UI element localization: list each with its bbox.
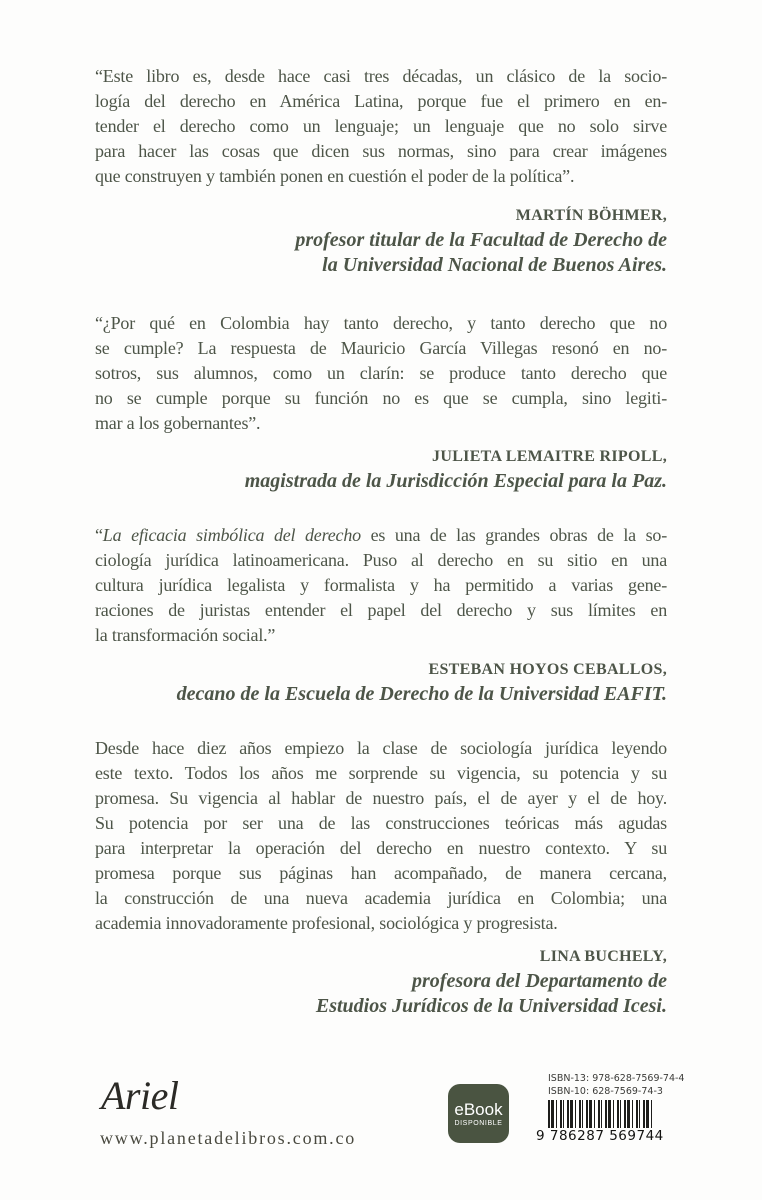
quote-line: logía del derecho en América Latina, porque fue el primero en en- bbox=[95, 91, 667, 111]
quote-line: promesa. Su vigencia al hablar de nuestro país, el de ayer y el de hoy. bbox=[95, 788, 667, 808]
isbn-block bbox=[548, 1072, 684, 1098]
endorsement-attribution-2 bbox=[95, 444, 667, 494]
quote-line bbox=[95, 523, 667, 548]
quote-line: Desde hace diez años empiezo la clase de sociología jurídica leyendo bbox=[95, 738, 667, 758]
ebook-badge-subtitle: DISPONIBLE bbox=[454, 1119, 503, 1127]
endorser-role-line: decano de la Escuela de Derecho de la Universidad EAFIT. bbox=[176, 683, 667, 705]
endorsement-attribution-1 bbox=[95, 203, 667, 278]
ebook-available-badge bbox=[448, 1084, 509, 1143]
endorser-name: MARTÍN BÖHMER, bbox=[515, 207, 667, 224]
endorsement-quote-3 bbox=[95, 523, 667, 648]
quote-line: la transformación social.” bbox=[95, 625, 276, 645]
quote-line: academia innovadoramente profesional, sociológica y progresista. bbox=[95, 913, 558, 933]
endorser-role-line: profesor titular de la Facultad de Derecho de bbox=[295, 229, 667, 251]
endorser-role-line: Estudios Jurídicos de la Universidad Icesi. bbox=[315, 995, 667, 1017]
quote-line: cultura jurídica legalista y formalista y ha permitido a varias gene- bbox=[95, 575, 667, 595]
quote-line: que construyen y también ponen en cuestión el poder de la política”. bbox=[95, 166, 575, 186]
endorser-role-line: profesora del Departamento de bbox=[412, 970, 667, 992]
endorsement-quote-1 bbox=[95, 64, 667, 189]
quote-line: no se cumple porque su función no es que se cumpla, sino legiti- bbox=[95, 388, 667, 408]
isbn-13: ISBN-13: 978-628-7569-74-4 bbox=[548, 1073, 685, 1084]
quote-line: para hacer las cosas que dicen sus normas, sino para crear imágenes bbox=[95, 141, 667, 161]
barcode-number: 9 786287 569744 bbox=[533, 1128, 667, 1144]
endorser-name: JULIETA LEMAITRE RIPOLL, bbox=[432, 448, 667, 465]
quote-line: “Este libro es, desde hace casi tres décadas, un clásico de la socio- bbox=[95, 66, 667, 86]
book-title-italic: La eficacia simbólica del derecho bbox=[102, 525, 361, 545]
isbn-10: ISBN-10: 628-7569-74-3 bbox=[548, 1086, 663, 1097]
endorser-role-line: magistrada de la Jurisdicción Especial para la Paz. bbox=[244, 470, 667, 492]
quote-line: sotros, sus alumnos, como un clarín: se produce tanto derecho que bbox=[95, 363, 667, 383]
website-url: www.planetadelibros.com.co bbox=[100, 1128, 357, 1148]
endorsement-attribution-3 bbox=[95, 657, 667, 707]
quote-line: este texto. Todos los años me sorprende su vigencia, su potencia y su bbox=[95, 763, 667, 783]
ebook-badge-title: eBook bbox=[454, 1099, 503, 1119]
quote-line: Su potencia por ser una de las construcciones teóricas más agudas bbox=[95, 813, 667, 833]
endorsement-quote-2 bbox=[95, 311, 667, 436]
quote-line: ciología jurídica latinoamericana. Puso al derecho en su sitio en una bbox=[95, 550, 667, 570]
endorser-name: LINA BUCHELY, bbox=[539, 948, 667, 965]
quote-line: tender el derecho como un lenguaje; un lenguaje que no solo sirve bbox=[95, 116, 667, 136]
endorsement-attribution-4 bbox=[95, 944, 667, 1019]
quote-line: para interpretar la operación del derecho en nuestro contexto. Y su bbox=[95, 838, 667, 858]
quote-line: se cumple? La respuesta de Mauricio García Villegas resonó en no- bbox=[95, 338, 667, 358]
endorser-name: ESTEBAN HOYOS CEBALLOS, bbox=[428, 661, 667, 678]
quote-line: raciones de juristas entender el papel del derecho y sus límites en bbox=[95, 600, 667, 620]
quote-line: promesa porque sus páginas han acompañado, de manera cercana, bbox=[95, 863, 667, 883]
endorser-role-line: la Universidad Nacional de Buenos Aires. bbox=[322, 254, 667, 276]
endorsement-quote-4 bbox=[95, 736, 667, 936]
quote-line: mar a los gobernantes”. bbox=[95, 413, 261, 433]
quote-line: la construcción de una nueva academia jurídica en Colombia; una bbox=[95, 888, 667, 908]
quote-line: “¿Por qué en Colombia hay tanto derecho, y tanto derecho que no bbox=[95, 313, 667, 333]
publisher-logo-ariel: Ariel bbox=[101, 1073, 179, 1118]
quote-open-mark: “ bbox=[95, 525, 103, 545]
quote-line-rest: es una de las grandes obras de la so- bbox=[360, 525, 667, 545]
